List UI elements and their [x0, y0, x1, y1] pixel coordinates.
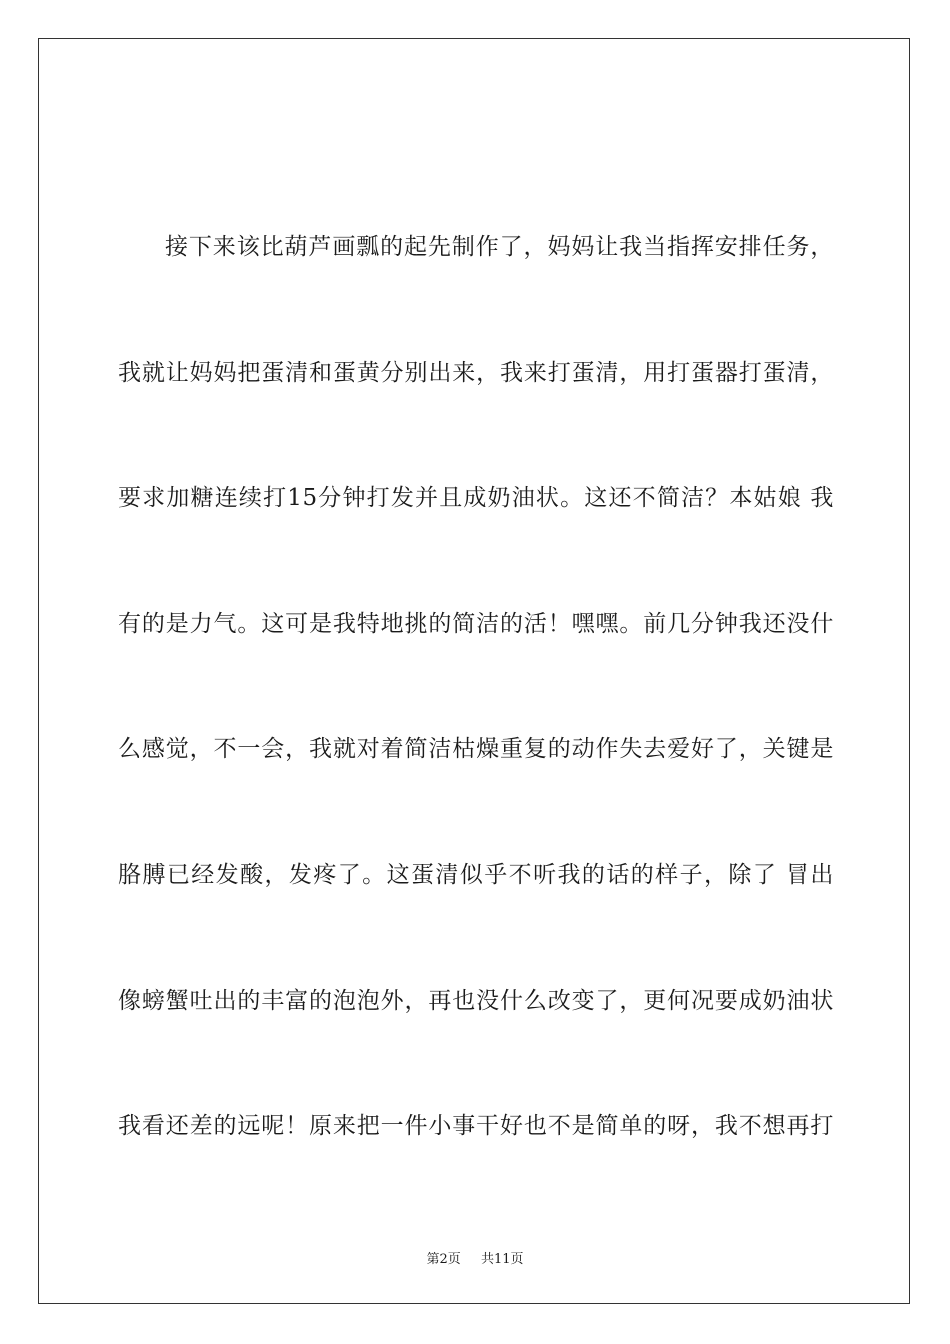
total-pages: 共11页	[480, 1252, 524, 1267]
text-line: 有的是力气。这可是我特地挑的简洁的活！嘿嘿。前几分钟我还没什	[118, 610, 834, 637]
text-line: 我看还差的远呢！原来把一件小事干好也不是简单的呀，我不想再打	[118, 1113, 834, 1140]
text-line: 要求加糖连续打15分钟打发并且成奶油状。这还不简洁？本姑娘 我	[118, 485, 834, 512]
text-line: 像螃蟹吐出的丰富的泡泡外，再也没什么改变了，更何况要成奶油状	[118, 987, 834, 1014]
body-text	[118, 224, 834, 1229]
page-footer	[0, 1248, 950, 1267]
page-number: 第2页	[426, 1252, 461, 1267]
text-line: 接下来该比葫芦画瓢的起先制作了，妈妈让我当指挥安排任务，	[165, 234, 834, 260]
text-line: 我就让妈妈把蛋清和蛋黄分别出来，我来打蛋清，用打蛋器打蛋清，	[118, 359, 834, 386]
text-line: 么感觉，不一会，我就对着简洁枯燥重复的动作失去爱好了，关键是	[118, 736, 834, 763]
text-line: 胳膊已经发酸，发疼了。这蛋清似乎不听我的话的样子，除了 冒出	[118, 861, 834, 888]
